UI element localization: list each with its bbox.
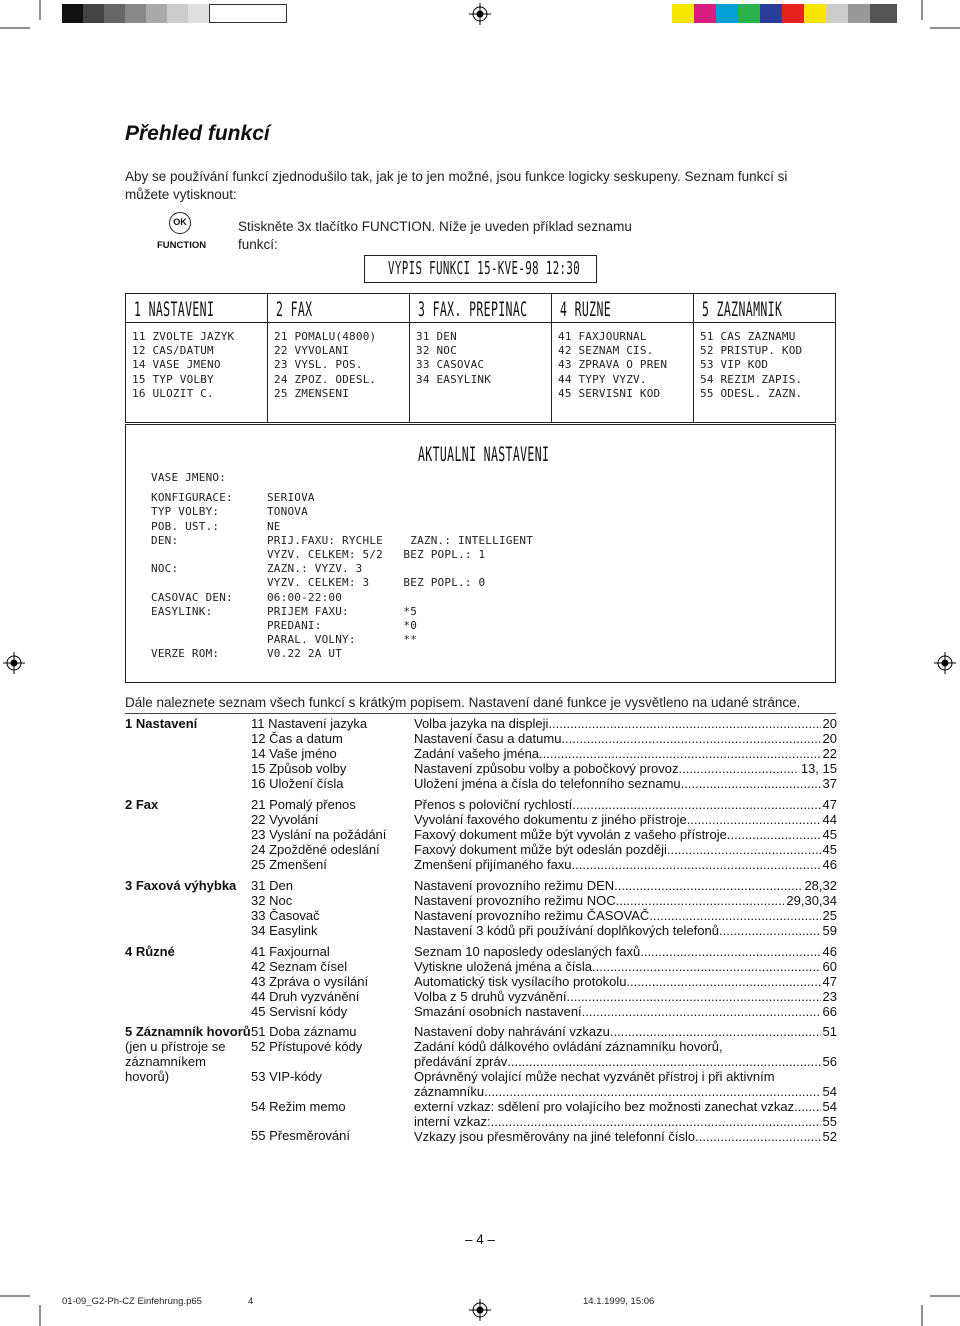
- intro-text: [125, 168, 825, 204]
- page-ref: 52: [822, 1129, 837, 1144]
- menu-item: 15 TYP VOLBY: [132, 372, 214, 386]
- page-ref: 23: [822, 989, 837, 1004]
- function-group: [125, 1024, 836, 1149]
- group-name: 1 Nastavení: [125, 716, 198, 731]
- settings-line: CASOVAC DEN: 06:00-22:00: [151, 590, 343, 604]
- function-number: 22 Vyvolání: [251, 812, 319, 827]
- desc: Zadání kódů dálkového ovládání záznamníku hovorů,: [414, 1039, 723, 1054]
- settings-line: DEN: PRIJ.FAXU: RYCHLE ZAZN.: INTELLIGENT: [151, 533, 534, 547]
- table-row: [414, 1004, 837, 1019]
- page-ref: 51: [822, 1024, 837, 1039]
- page-title: Přehled funkcí: [125, 122, 270, 145]
- function-number: 21 Pomalý přenos: [251, 797, 356, 812]
- settings-line: KONFIGURACE: SERIOVA: [151, 491, 315, 505]
- desc: Vzkazy jsou přesměrovány na jiné telefonní číslo: [414, 1129, 696, 1144]
- desc: Nastavení času a datumu: [414, 731, 562, 746]
- menu-header: 2 FAX: [276, 298, 313, 321]
- group-name-line: (jen u přístroje se: [125, 1039, 226, 1054]
- lcd-title-box: [364, 255, 597, 283]
- page-ref: 25: [822, 908, 837, 923]
- menu-header: 3 FAX. PREPINAC: [418, 298, 528, 321]
- function-number: 55 Přesměrování: [251, 1128, 350, 1143]
- function-number: 14 Vaše jméno: [251, 746, 337, 761]
- table-row: [414, 746, 837, 761]
- table-row: [414, 944, 837, 959]
- group-name-line: hovorů): [125, 1069, 170, 1084]
- menu-item: 25 ZMENSENI: [274, 386, 350, 400]
- ok-button-icon: [169, 212, 191, 234]
- page-ref: 47: [822, 797, 837, 812]
- desc: Nastavení provozního režimu ČASOVAČ: [414, 908, 650, 923]
- instruction-line: Stiskněte 3x tlačítko FUNCTION. Níže je uveden příklad seznamu: [238, 219, 632, 234]
- function-number: 24 Zpožděné odeslání: [251, 842, 380, 857]
- registration-mark-icon: [469, 3, 491, 25]
- table-row: [414, 827, 837, 842]
- function-number: 33 Časovač: [251, 908, 320, 923]
- desc: Volba z 5 druhů vyzvánění: [414, 989, 567, 1004]
- function-number: 23 Vyslání na požádání: [251, 827, 387, 842]
- table-row: [414, 716, 837, 731]
- page-ref: 46: [822, 944, 837, 959]
- desc: záznamníku: [414, 1084, 485, 1099]
- page-ref: 44: [822, 812, 837, 827]
- footer-page: 4: [248, 1296, 254, 1307]
- menu-item: 31 DEN: [416, 330, 457, 343]
- menu-header: 1 NASTAVENI: [134, 298, 215, 321]
- desc: Vyvolání faxového dokumentu z jiného přístroje: [414, 812, 687, 827]
- menu-item: 43 ZPRAVA O PREN: [558, 358, 668, 372]
- function-descriptions: [414, 716, 837, 791]
- function-number: 43 Zpráva o vysílání: [251, 974, 369, 989]
- function-numbers: [251, 944, 368, 1019]
- desc: Seznam 10 naposledy odeslaných faxů: [414, 944, 641, 959]
- menu-column: [416, 330, 491, 387]
- table-row: [414, 776, 837, 791]
- table-row: [414, 959, 837, 974]
- page-ref: 22: [822, 746, 837, 761]
- desc: Automatický tisk vysílacího protokolu: [414, 974, 627, 989]
- desc: interní vzkaz:: [414, 1114, 491, 1129]
- ok-function-button: [155, 212, 207, 254]
- function-numbers: [251, 716, 367, 791]
- menu-item: 23 VYSL. POS.: [274, 358, 363, 372]
- settings-title: AKTUALNI NASTAVENI: [418, 443, 550, 466]
- lcd-title: VYPIS FUNKCI 15-KVE-98 12:30: [388, 257, 581, 279]
- menu-item: 42 SEZNAM CIS.: [558, 344, 654, 358]
- page-ref: 29,30,34: [786, 893, 837, 908]
- column-divider: [409, 294, 410, 422]
- current-settings-box: [125, 424, 836, 683]
- table-row: [414, 857, 837, 872]
- column-divider: [267, 294, 268, 422]
- desc: Přenos s poloviční rychlostí: [414, 797, 573, 812]
- table-row: [414, 878, 837, 893]
- header-divider: [126, 322, 835, 323]
- function-number: 11 Nastavení jazyka: [251, 716, 368, 731]
- settings-line: PREDANI: *0: [151, 618, 418, 632]
- settings-line: VYZV. CELKEM: 5/2 BEZ POPL.: 1: [151, 547, 486, 561]
- page-ref: 45: [822, 842, 837, 857]
- registration-mark-icon: [469, 1299, 491, 1321]
- function-label: FUNCTION: [157, 240, 207, 251]
- page-ref: 47: [822, 974, 837, 989]
- table-row: [414, 797, 837, 812]
- menu-item: 34 EASYLINK: [416, 372, 492, 386]
- column-divider: [693, 294, 694, 422]
- function-numbers: [251, 797, 386, 872]
- table-row: [414, 1054, 837, 1069]
- settings-line: EASYLINK: PRIJEM FAXU: *5: [151, 604, 418, 618]
- list-intro: Dále naleznete seznam všech funkcí s krátkým popisem. Nastavení dané funkce je vysvětleno na udané stránce.: [125, 695, 801, 710]
- desc: Volba jazyka na displeji: [414, 716, 549, 731]
- footer-file: 01-09_G2-Ph-CZ Einfehrung.p65: [62, 1296, 202, 1307]
- function-number: 34 Easylink: [251, 923, 318, 938]
- menu-item: 24 ZPOZ. ODESL.: [274, 372, 377, 386]
- desc: Nastavení provozního režimu DEN: [414, 878, 615, 893]
- menu-item: 55 ODESL. ZAZN.: [700, 386, 803, 400]
- function-number: 42 Seznam čísel: [251, 959, 348, 974]
- table-row: [414, 842, 837, 857]
- table-row: [414, 1114, 837, 1129]
- function-menu-table: [125, 293, 836, 423]
- desc: Nastavení způsobu volby a pobočkový provoz: [414, 761, 679, 776]
- page-ref: 60: [822, 959, 837, 974]
- ok-label: OK: [173, 217, 187, 227]
- function-number: 44 Druh vyzvánění: [251, 989, 360, 1004]
- function-number: 12 Čas a datum: [251, 731, 343, 746]
- table-row: [414, 1084, 837, 1099]
- menu-item: 45 SERVISNI KOD: [558, 386, 661, 400]
- desc: Zmenšení přijímaného faxu: [414, 857, 572, 872]
- table-row: [414, 908, 837, 923]
- menu-item: 54 REZIM ZAPIS.: [700, 372, 803, 386]
- settings-line: VASE JMENO:: [151, 471, 227, 484]
- instruction-line: funkcí:: [238, 237, 278, 252]
- desc: Zadání vašeho jména: [414, 746, 540, 761]
- desc: předávání zpráv: [414, 1054, 508, 1069]
- page-ref: 59: [822, 923, 837, 938]
- group-name: 2 Fax: [125, 797, 159, 812]
- function-number: 52 Přístupové kódy: [251, 1039, 363, 1054]
- settings-line: VERZE ROM: V0.22 2A UT: [151, 647, 343, 661]
- menu-item: 53 VIP KOD: [700, 358, 769, 372]
- menu-item: 14 VASE JMENO: [132, 358, 221, 372]
- page-ref: 56: [822, 1054, 837, 1069]
- group-name-line: 5 Záznamník hovorů: [125, 1024, 251, 1039]
- settings-line: NOC: ZAZN.: VYZV. 3: [151, 562, 363, 576]
- page-ref: 28,32: [804, 878, 837, 893]
- function-number: 31 Den: [251, 878, 293, 893]
- menu-item: 16 ULOZIT C.: [132, 386, 214, 400]
- table-row: [414, 893, 837, 908]
- menu-item: 21 POMALU(4800): [274, 330, 377, 343]
- table-row: [414, 923, 837, 938]
- page-ref: 45: [822, 827, 837, 842]
- settings-line: VYZV. CELKEM: 3 BEZ POPL.: 0: [151, 576, 486, 590]
- menu-item: 12 CAS/DATUM: [132, 344, 214, 358]
- menu-column: [132, 330, 234, 401]
- menu-item: 32 NOC: [416, 344, 457, 358]
- menu-item: 41 FAXJOURNAL: [558, 330, 647, 343]
- page-ref: 54: [822, 1084, 837, 1099]
- menu-column: [274, 330, 376, 401]
- desc: Faxový dokument může být odeslán později: [414, 842, 667, 857]
- menu-item: 44 TYPY VYZV.: [558, 372, 647, 386]
- function-number: 25 Zmenšení: [251, 857, 327, 872]
- desc: Nastavení 3 kódů při používání doplňkových telefonů: [414, 923, 719, 938]
- menu-item: 11 ZVOLTE JAZYK: [132, 330, 235, 343]
- menu-item: 33 CASOVAC: [416, 358, 485, 372]
- menu-column: [700, 330, 802, 401]
- table-row: [414, 1129, 837, 1144]
- desc: Nastavení doby nahrávání vzkazu: [414, 1024, 610, 1039]
- function-number: 16 Uložení čísla: [251, 776, 344, 791]
- page-ref: 66: [822, 1004, 837, 1019]
- table-row: [414, 731, 837, 746]
- table-row: [414, 812, 837, 827]
- table-row: [414, 761, 837, 776]
- menu-column: [558, 330, 667, 401]
- function-descriptions: [414, 944, 837, 1019]
- settings-lines: [151, 471, 533, 661]
- page-ref: 13, 15: [800, 761, 837, 776]
- page-ref: 20: [822, 716, 837, 731]
- table-row: [414, 1099, 837, 1114]
- column-divider: [551, 294, 552, 422]
- function-number: 51 Doba záznamu: [251, 1024, 357, 1039]
- group-name-line: záznamníkem: [125, 1054, 206, 1069]
- menu-header: 4 RUZNE: [560, 298, 612, 321]
- settings-line: TYP VOLBY: TONOVA: [151, 505, 308, 519]
- table-row: [414, 989, 837, 1004]
- function-number: 41 Faxjournal: [251, 944, 330, 959]
- desc: Oprávněný volající může nechat vyzvánět přístroj i při aktivním: [414, 1069, 775, 1084]
- menu-item: 52 PRISTUP. KOD: [700, 344, 803, 358]
- function-number: 15 Způsob volby: [251, 761, 347, 776]
- divider: [125, 713, 836, 714]
- page-ref: 37: [822, 776, 837, 791]
- footer-date: 14.1.1999, 15:06: [583, 1296, 655, 1307]
- page-ref: 46: [822, 857, 837, 872]
- function-descriptions: [414, 797, 837, 872]
- intro-line: můžete vytisknout:: [125, 187, 237, 202]
- page-ref: 55: [822, 1114, 837, 1129]
- desc: Nastavení provozního režimu NOC: [414, 893, 616, 908]
- function-number: 54 Režim memo: [251, 1099, 346, 1114]
- registration-mark-icon: [934, 652, 956, 674]
- desc: Vytiskne uložená jména a čísla: [414, 959, 593, 974]
- settings-line: POB. UST.: NE: [151, 519, 281, 533]
- instruction-text: [238, 218, 632, 254]
- registration-mark-icon: [3, 652, 25, 674]
- menu-header: 5 ZAZNAMNIK: [702, 298, 783, 321]
- function-number: 32 Noc: [251, 893, 293, 908]
- page-number: – 4 –: [465, 1232, 496, 1247]
- desc: Uložení jména a čísla do telefonního seznamu: [414, 776, 681, 791]
- desc: Smazání osobních nastavení: [414, 1004, 582, 1019]
- desc: Faxový dokument může být vyvolán z vašeho přístroje: [414, 827, 727, 842]
- page-ref: 20: [822, 731, 837, 746]
- table-row: [414, 1024, 837, 1039]
- function-descriptions: [414, 878, 837, 938]
- group-name: 3 Faxová výhybka: [125, 878, 237, 893]
- menu-item: 22 VYVOLANI: [274, 344, 350, 358]
- function-descriptions: [414, 1024, 837, 1144]
- table-row: [414, 974, 837, 989]
- function-number: 45 Servisní kódy: [251, 1004, 348, 1019]
- settings-line: PARAL. VOLNY: **: [151, 633, 418, 647]
- function-number: 53 VIP-kódy: [251, 1069, 322, 1084]
- page-ref: 54: [822, 1099, 837, 1114]
- intro-line: Aby se používání funkcí zjednodušilo tak, jak je to jen možné, jsou funkce logicky seskupeny. Seznam funkcí si: [125, 169, 788, 184]
- function-numbers: [251, 878, 320, 938]
- group-name: 4 Různé: [125, 944, 175, 959]
- group-name: [125, 1024, 251, 1084]
- menu-item: 51 CAS ZAZNAMU: [700, 330, 796, 343]
- desc: externí vzkaz: sdělení pro volajícího bez možnosti zanechat vzkaz: [414, 1099, 795, 1114]
